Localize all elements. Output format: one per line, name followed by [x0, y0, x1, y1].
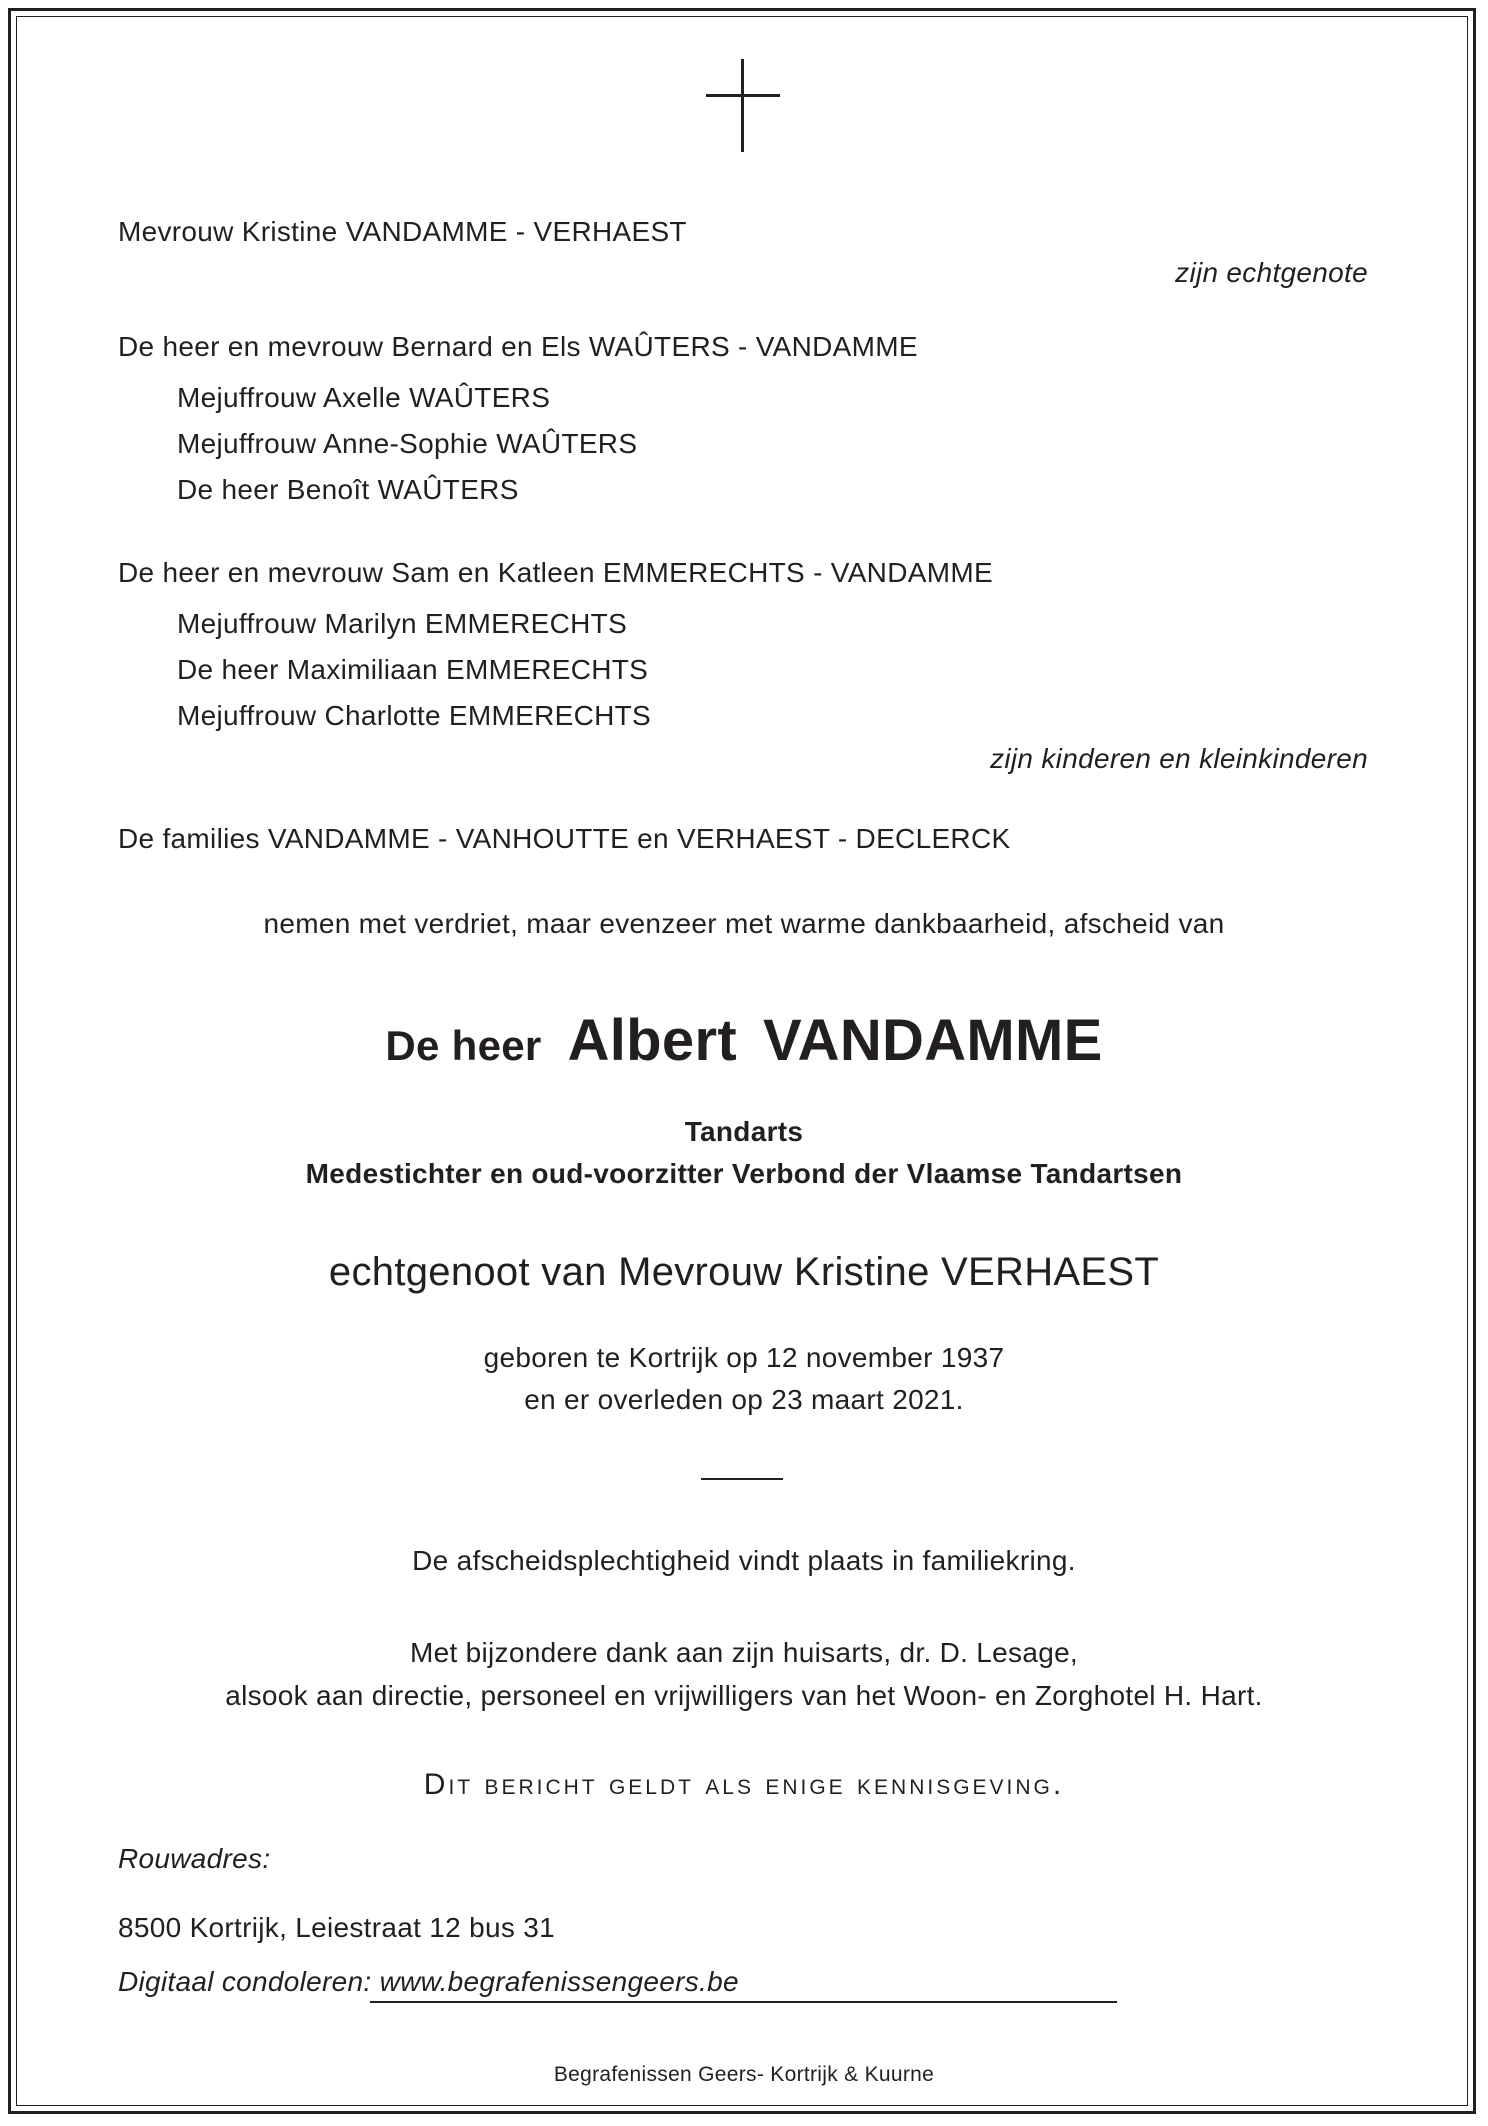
deceased-first-name: Albert — [567, 1008, 737, 1073]
grandchild-name: De heer Benoît WAÛTERS — [177, 474, 519, 505]
address-value: 8500 Kortrijk, Leiestraat 12 bus 31 — [118, 1912, 555, 1943]
children-relation: zijn kinderen en kleinkinderen — [990, 743, 1368, 774]
families-line: De families VANDAMME - VANHOUTTE en VERHAEST - DECLERCK — [118, 823, 1011, 854]
child1-name: De heer en mevrouw Bernard en Els WAÛTERS - VANDAMME — [118, 331, 918, 362]
spouse-relation: zijn echtgenote — [1175, 257, 1368, 288]
spouse-line: echtgenoot van Mevrouw Kristine VERHAEST — [328, 1250, 1160, 1294]
grandchild-name: Mejuffrouw Axelle WAÛTERS — [177, 382, 551, 413]
role: Medestichter en oud-voorzitter Verbond der Vlaamse Tandartsen — [305, 1158, 1183, 1189]
deceased-name — [0, 1008, 1488, 1079]
thanks-line-1: Met bijzondere dank aan zijn huisarts, dr. D. Lesage, — [409, 1637, 1079, 1668]
death-line: en er overleden op 23 maart 2021. — [524, 1384, 964, 1415]
deceased-title: De heer — [385, 1022, 542, 1069]
divider — [701, 1478, 783, 1480]
cross-icon — [741, 59, 744, 152]
grandchild-name: Mejuffrouw Charlotte EMMERECHTS — [177, 700, 652, 731]
announcement: nemen met verdriet, maar evenzeer met warme dankbaarheid, afscheid van — [263, 908, 1225, 939]
profession: Tandarts — [684, 1116, 804, 1147]
condolence-link[interactable]: Digitaal condoleren: www.begrafenissengeers.be — [118, 1966, 739, 1997]
footer-divider — [370, 2001, 1117, 2003]
spouse-name: Mevrouw Kristine VANDAMME - VERHAEST — [118, 216, 687, 247]
grandchild-name: Mejuffrouw Anne-Sophie WAÛTERS — [177, 428, 638, 459]
notice: Dit bericht geldt als enige kennisgeving. — [423, 1768, 1065, 1801]
thanks-line-2: alsook aan directie, personeel en vrijwilligers van het Woon- en Zorghotel H. Hart. — [225, 1680, 1263, 1711]
grandchild-name: Mejuffrouw Marilyn EMMERECHTS — [177, 608, 628, 639]
deceased-last-name: VANDAMME — [762, 1008, 1103, 1073]
child2-name: De heer en mevrouw Sam en Katleen EMMERECHTS - VANDAMME — [118, 557, 993, 588]
ceremony: De afscheidsplechtigheid vindt plaats in familiekring. — [412, 1545, 1076, 1576]
cross-icon-bar — [706, 94, 780, 97]
birth-line: geboren te Kortrijk op 12 november 1937 — [483, 1342, 1005, 1373]
grandchild-name: De heer Maximiliaan EMMERECHTS — [177, 654, 649, 685]
address-label: Rouwadres: — [118, 1843, 271, 1874]
footer: Begrafenissen Geers- Kortrijk & Kuurne — [553, 2063, 935, 2086]
